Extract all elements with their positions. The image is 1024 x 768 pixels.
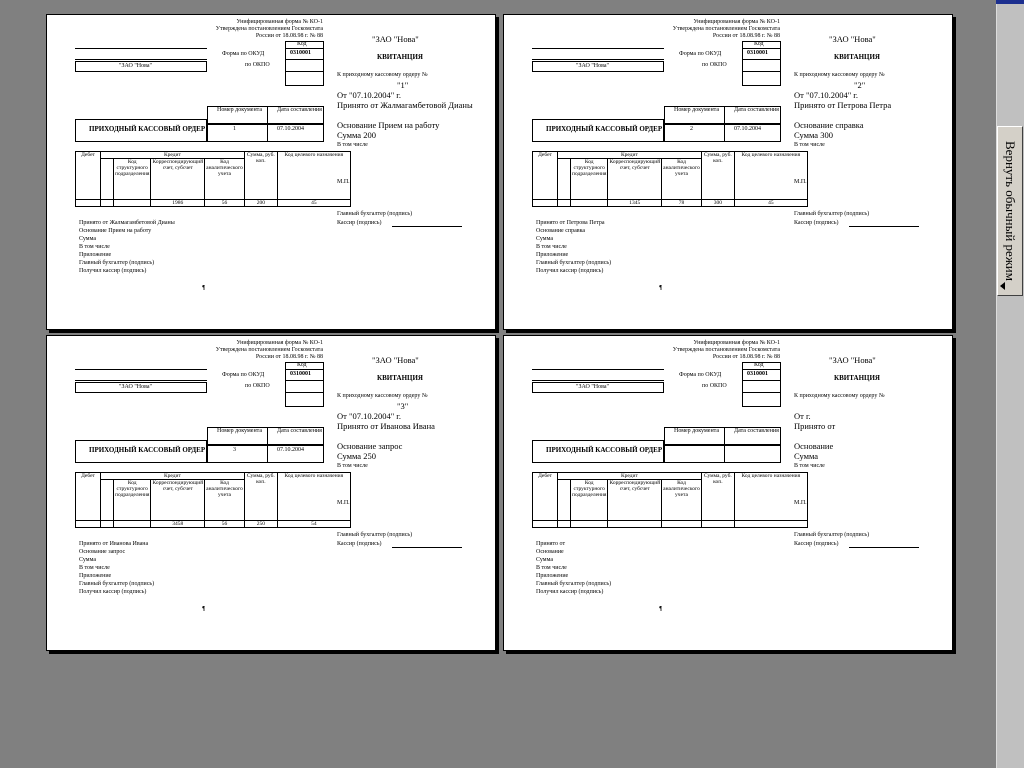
accounts-table	[532, 151, 808, 207]
return-normal-mode-button[interactable]	[997, 126, 1023, 296]
attachment-label: Приложение	[536, 573, 569, 579]
sum-header: Сумма, руб. коп.	[244, 152, 277, 200]
receipt-sum-label: Сумма	[337, 130, 362, 140]
sum-value: 250	[244, 521, 277, 528]
received-from-label: Принято от	[79, 541, 109, 547]
okud-value: 0310001	[290, 50, 311, 56]
doc-number-value: 3	[233, 447, 236, 453]
cashier-label: Получил кассир (подпись)	[536, 589, 604, 595]
receipt-basis-label: Основание	[794, 441, 834, 451]
doc-number-label: Номер документа	[217, 107, 263, 113]
paragraph-mark: ¶	[202, 285, 206, 291]
receipt-sum-label: Сумма	[794, 130, 819, 140]
receipt-received-row	[794, 101, 891, 110]
basis-label: Основание	[79, 228, 107, 234]
receipt-date-row	[337, 91, 401, 100]
sum-value	[701, 521, 734, 528]
okpo-label: по ОКПО	[702, 62, 727, 68]
receipt-org: "ЗАО "Нова"	[372, 355, 419, 365]
purpose-header: Код целевого назначения	[734, 152, 807, 200]
code-line	[742, 71, 781, 72]
doc-number-value: 1	[233, 126, 236, 132]
doc-date-label: Дата составления	[277, 107, 322, 113]
sum-label: Сумма	[536, 557, 553, 563]
receipt-mp-label: М.П.	[337, 500, 350, 506]
receipt-date: "07.10.2004" г.	[348, 90, 401, 100]
chief-accountant-label: Главный бухгалтер (подпись)	[79, 581, 155, 587]
org-line	[532, 48, 664, 49]
receipt-basis-label: Основание	[337, 441, 377, 451]
sum-value: 300	[701, 200, 734, 207]
corr-value: 1345	[608, 200, 662, 207]
receipt-to-order: К приходному кассовому ордеру №	[337, 393, 428, 399]
purpose-value: 54	[277, 521, 350, 528]
org-line	[75, 59, 207, 60]
code-line	[742, 380, 781, 381]
receipt-sum-label: Сумма	[794, 451, 819, 461]
corr-value: 1986	[151, 200, 205, 207]
form-header-line-1: Унифицированная форма № КО-1	[693, 340, 780, 346]
code-label: Код	[754, 41, 764, 47]
org-name: "ЗАО "Нова"	[576, 63, 609, 69]
receipt-mp-label: М.П.	[794, 179, 807, 185]
code-line	[285, 48, 324, 49]
preview-page-1	[46, 14, 496, 330]
org-line	[75, 380, 207, 381]
receipt-cashier: Кассир (подпись)	[337, 541, 382, 547]
receipt-from-label: От	[794, 90, 804, 100]
struct-header: Код структурного подразделения	[114, 480, 151, 521]
receipt-number: "2"	[854, 80, 866, 90]
corr-header: Корреспондирующий счет, субсчет	[151, 159, 205, 200]
purpose-value: 45	[277, 200, 350, 207]
okud-label: Форма по ОКУД	[679, 372, 722, 378]
doc-date-label: Дата составления	[734, 428, 779, 434]
doc-date-label: Дата составления	[734, 107, 779, 113]
basis-value: справка	[565, 228, 586, 234]
order-title: ПРИХОДНЫЙ КАССОВЫЙ ОРДЕР	[89, 125, 206, 133]
side-toolbar	[996, 0, 1024, 768]
receipt-from-label: От	[794, 411, 804, 421]
receipt-to-order: К приходному кассовому ордеру №	[794, 72, 885, 78]
receipt-date: г.	[805, 411, 811, 421]
receipt-received-label: Принято от	[794, 421, 836, 431]
receipt-cashier: Кассир (подпись)	[794, 220, 839, 226]
collapse-arrow-icon	[1000, 282, 1005, 290]
code-line	[285, 380, 324, 381]
corr-header: Корреспондирующий счет, субсчет	[608, 159, 662, 200]
doc-date-value: 07.10.2004	[734, 126, 761, 132]
receipt-chief-accountant: Главный бухгалтер (подпись)	[794, 211, 870, 217]
order-title: ПРИХОДНЫЙ КАССОВЫЙ ОРДЕР	[546, 125, 663, 133]
receipt-received-label: Принято от	[794, 100, 836, 110]
debit-header: Дебет	[76, 473, 101, 521]
credit-header: Кредит	[101, 473, 245, 480]
receipt-basis-row	[794, 121, 864, 130]
receipt-from-label: От	[337, 411, 347, 421]
okud-value: 0310001	[290, 371, 311, 377]
received-from-label: Принято от	[536, 220, 566, 226]
doc-values-box	[664, 445, 781, 463]
receipt-cashier: Кассир (подпись)	[337, 220, 382, 226]
receipt-basis-value: справка	[835, 120, 864, 130]
receipt-sum-row	[794, 452, 818, 461]
receipt-org: "ЗАО "Нова"	[372, 34, 419, 44]
doc-number-label: Номер документа	[217, 428, 263, 434]
receipt-including-label: В том числе	[794, 142, 825, 148]
doc-number-label: Номер документа	[674, 428, 720, 434]
including-label: В том числе	[79, 565, 110, 571]
okud-label: Форма по ОКУД	[222, 372, 265, 378]
basis-label: Основание	[536, 549, 564, 555]
receipt-from-label: От	[337, 90, 347, 100]
received-from-value: Иванова Ивана	[109, 541, 149, 547]
debit-header: Дебет	[533, 152, 558, 200]
doc-date-value: 07.10.2004	[277, 126, 304, 132]
receipt-including-label: В том числе	[794, 463, 825, 469]
receipt-number: "1"	[397, 80, 409, 90]
accounts-table	[75, 151, 351, 207]
receipt-received-label: Принято от	[337, 421, 379, 431]
code-line	[285, 59, 324, 60]
corr-header: Корреспондирующий счет, субсчет	[608, 480, 662, 521]
receipt-title: КВИТАНЦИЯ	[377, 374, 423, 382]
form-header-line-3: России от 18.08.98 г. № 88	[712, 33, 780, 39]
analytic-header: Код аналитического учета	[205, 480, 245, 521]
title-bar-strip	[996, 0, 1024, 4]
receipt-received-value: Петрова Петра	[837, 100, 892, 110]
form-header-line-1: Унифицированная форма № КО-1	[236, 340, 323, 346]
analytic-value: 56	[205, 521, 245, 528]
credit-header: Кредит	[101, 152, 245, 159]
basis-label: Основание	[79, 549, 107, 555]
basis-row	[536, 549, 564, 556]
receipt-org: "ЗАО "Нова"	[829, 355, 876, 365]
doc-number-label: Номер документа	[674, 107, 720, 113]
return-normal-mode-label: Вернуть обычный режим	[1003, 141, 1018, 281]
code-label: Код	[297, 41, 307, 47]
form-header-line-2: Утверждена постановлением Госкомстата	[215, 347, 323, 353]
form-header-line-2: Утверждена постановлением Госкомстата	[672, 347, 780, 353]
org-line	[75, 48, 207, 49]
corr-value: 3458	[151, 521, 205, 528]
struct-header: Код структурного подразделения	[114, 159, 151, 200]
receipt-basis-value: Прием на работу	[378, 120, 440, 130]
paragraph-mark: ¶	[659, 285, 663, 291]
purpose-header: Код целевого назначения	[277, 473, 350, 521]
receipt-received-value: Жалмагамбетовой Дианы	[380, 100, 473, 110]
receipt-basis-row	[337, 121, 439, 130]
order-title: ПРИХОДНЫЙ КАССОВЫЙ ОРДЕР	[546, 446, 663, 454]
receipt-sum-row	[794, 131, 833, 140]
basis-row	[79, 228, 151, 235]
paragraph-mark: ¶	[659, 606, 663, 612]
sum-label: Сумма	[79, 557, 96, 563]
receipt-received-row	[794, 422, 835, 431]
credit-header: Кредит	[558, 473, 702, 480]
code-line	[742, 369, 781, 370]
sum-header: Сумма, руб. коп.	[701, 473, 734, 521]
org-name: "ЗАО "Нова"	[119, 384, 152, 390]
form-header-line-3: России от 18.08.98 г. № 88	[255, 354, 323, 360]
accounts-table	[532, 472, 808, 528]
code-line	[285, 392, 324, 393]
attachment-label: Приложение	[536, 252, 569, 258]
sum-value: 200	[244, 200, 277, 207]
including-label: В том числе	[79, 244, 110, 250]
okud-label: Форма по ОКУД	[222, 51, 265, 57]
receipt-chief-accountant: Главный бухгалтер (подпись)	[337, 211, 413, 217]
receipt-to-order: К приходному кассовому ордеру №	[337, 72, 428, 78]
preview-page-2	[503, 14, 953, 330]
doc-values-box	[664, 124, 781, 142]
sum-header: Сумма, руб. коп.	[701, 152, 734, 200]
received-from-row	[536, 541, 565, 548]
receipt-date-row	[794, 412, 811, 421]
receipt-sum-value: 300	[820, 130, 833, 140]
cashier-label: Получил кассир (подпись)	[536, 268, 604, 274]
purpose-header: Код целевого назначения	[734, 473, 807, 521]
receipt-basis-row	[337, 442, 402, 451]
preview-page-4	[503, 335, 953, 651]
code-line	[742, 48, 781, 49]
receipt-title: КВИТАНЦИЯ	[834, 374, 880, 382]
okud-value: 0310001	[747, 50, 768, 56]
receipt-org: "ЗАО "Нова"	[829, 34, 876, 44]
form-header-line-1: Унифицированная форма № КО-1	[693, 19, 780, 25]
receipt-date: "07.10.2004" г.	[805, 90, 858, 100]
analytic-value	[662, 521, 702, 528]
org-line	[532, 369, 664, 370]
receipt-basis-value: запрос	[378, 441, 403, 451]
receipt-chief-accountant: Главный бухгалтер (подпись)	[337, 532, 413, 538]
receipt-received-label: Принято от	[337, 100, 379, 110]
receipt-received-row	[337, 101, 473, 110]
receipt-to-order: К приходному кассовому ордеру №	[794, 393, 885, 399]
purpose-value	[734, 521, 807, 528]
paragraph-mark: ¶	[202, 606, 206, 612]
doc-number-value: 2	[690, 126, 693, 132]
receipt-cashier: Кассир (подпись)	[794, 541, 839, 547]
receipt-including-label: В том числе	[337, 142, 368, 148]
basis-value: Прием на работу	[108, 228, 152, 234]
code-line	[742, 59, 781, 60]
org-name: "ЗАО "Нова"	[576, 384, 609, 390]
analytic-header: Код аналитического учета	[662, 159, 702, 200]
okpo-label: по ОКПО	[245, 383, 270, 389]
sum-header: Сумма, руб. коп.	[244, 473, 277, 521]
receipt-received-value: Иванова Ивана	[380, 421, 435, 431]
receipt-basis-row	[794, 442, 833, 451]
okud-label: Форма по ОКУД	[679, 51, 722, 57]
receipt-sum-label: Сумма	[337, 451, 362, 461]
chief-accountant-label: Главный бухгалтер (подпись)	[536, 581, 612, 587]
cashier-label: Получил кассир (подпись)	[79, 268, 147, 274]
sum-label: Сумма	[536, 236, 553, 242]
struct-header: Код структурного подразделения	[571, 159, 608, 200]
form-header-line-3: России от 18.08.98 г. № 88	[255, 33, 323, 39]
receipt-date: "07.10.2004" г.	[348, 411, 401, 421]
basis-value: запрос	[108, 549, 126, 555]
including-label: В том числе	[536, 565, 567, 571]
doc-values-box	[207, 445, 324, 463]
analytic-header: Код аналитического учета	[205, 159, 245, 200]
form-header-line-1: Унифицированная форма № КО-1	[236, 19, 323, 25]
doc-values-box	[207, 124, 324, 142]
accounts-table	[75, 472, 351, 528]
receipt-sum-row	[337, 452, 376, 461]
debit-header: Дебет	[76, 152, 101, 200]
preview-page-3	[46, 335, 496, 651]
including-label: В том числе	[536, 244, 567, 250]
analytic-header: Код аналитического учета	[662, 480, 702, 521]
receipt-date-row	[794, 91, 858, 100]
org-name: "ЗАО "Нова"	[119, 63, 152, 69]
code-line	[742, 392, 781, 393]
struct-header: Код структурного подразделения	[571, 480, 608, 521]
okud-value: 0310001	[747, 371, 768, 377]
sum-label: Сумма	[79, 236, 96, 242]
order-title: ПРИХОДНЫЙ КАССОВЫЙ ОРДЕР	[89, 446, 206, 454]
received-from-label: Принято от	[536, 541, 566, 547]
corr-header: Корреспондирующий счет, субсчет	[151, 480, 205, 521]
receipt-number: "3"	[397, 401, 409, 411]
basis-row	[79, 549, 125, 556]
receipt-sum-value: 250	[363, 451, 376, 461]
code-line	[285, 369, 324, 370]
org-line	[75, 369, 207, 370]
signature-line	[849, 547, 919, 548]
receipt-received-row	[337, 422, 435, 431]
purpose-header: Код целевого назначения	[277, 152, 350, 200]
receipt-title: КВИТАНЦИЯ	[377, 53, 423, 61]
cashier-label: Получил кассир (подпись)	[79, 589, 147, 595]
corr-value	[608, 521, 662, 528]
receipt-sum-value: 200	[363, 130, 376, 140]
debit-header: Дебет	[533, 473, 558, 521]
code-label: Код	[754, 362, 764, 368]
receipt-basis-label: Основание	[337, 120, 377, 130]
credit-header: Кредит	[558, 152, 702, 159]
receipt-chief-accountant: Главный бухгалтер (подпись)	[794, 532, 870, 538]
signature-line	[849, 226, 919, 227]
form-header-line-2: Утверждена постановлением Госкомстата	[215, 26, 323, 32]
purpose-value: 45	[734, 200, 807, 207]
org-line	[532, 380, 664, 381]
receipt-title: КВИТАНЦИЯ	[834, 53, 880, 61]
okpo-label: по ОКПО	[702, 383, 727, 389]
receipt-date-row	[337, 412, 401, 421]
org-line	[532, 59, 664, 60]
okpo-label: по ОКПО	[245, 62, 270, 68]
receipt-basis-label: Основание	[794, 120, 834, 130]
receipt-including-label: В том числе	[337, 463, 368, 469]
received-from-row	[79, 220, 175, 227]
signature-line	[392, 547, 462, 548]
form-header-line-3: России от 18.08.98 г. № 88	[712, 354, 780, 360]
basis-row	[536, 228, 585, 235]
receipt-mp-label: М.П.	[794, 500, 807, 506]
received-from-value: Жалмагамбетовой Дианы	[109, 220, 175, 226]
form-header-line-2: Утверждена постановлением Госкомстата	[672, 26, 780, 32]
received-from-label: Принято от	[79, 220, 109, 226]
doc-date-label: Дата составления	[277, 428, 322, 434]
code-label: Код	[297, 362, 307, 368]
chief-accountant-label: Главный бухгалтер (подпись)	[536, 260, 612, 266]
chief-accountant-label: Главный бухгалтер (подпись)	[79, 260, 155, 266]
received-from-value: Петрова Петра	[566, 220, 605, 226]
analytic-value: 56	[205, 200, 245, 207]
doc-date-value: 07.10.2004	[277, 447, 304, 453]
signature-line	[392, 226, 462, 227]
basis-label: Основание	[536, 228, 564, 234]
receipt-sum-row	[337, 131, 376, 140]
analytic-value: 78	[662, 200, 702, 207]
received-from-row	[536, 220, 605, 227]
code-line	[285, 71, 324, 72]
attachment-label: Приложение	[79, 573, 112, 579]
received-from-row	[79, 541, 148, 548]
attachment-label: Приложение	[79, 252, 112, 258]
receipt-mp-label: М.П.	[337, 179, 350, 185]
